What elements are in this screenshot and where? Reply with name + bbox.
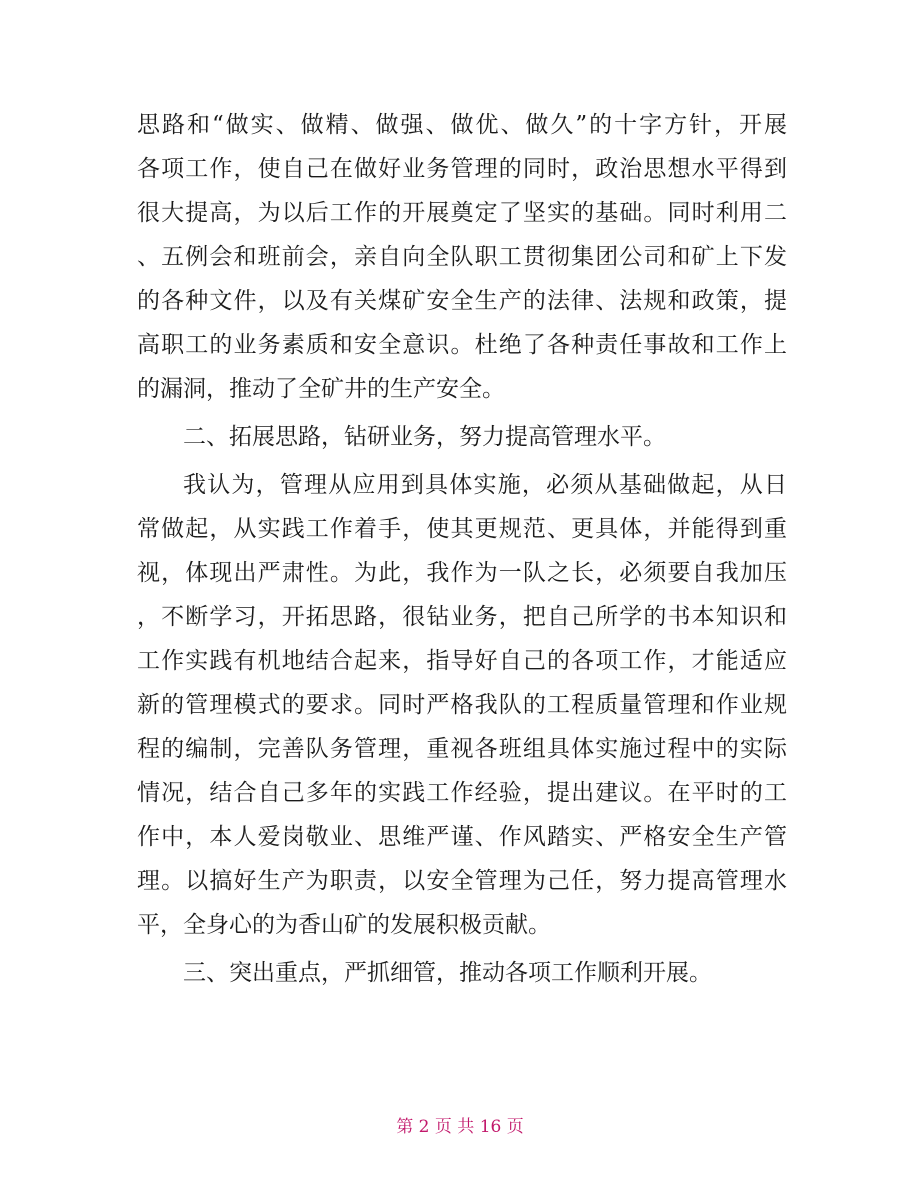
paragraph-line: 新的管理模式的要求。同时严格我队的工程质量管理和作业规 <box>137 692 787 718</box>
paragraph-line: 高职工的业务素质和安全意识。杜绝了各种责任事故和工作上 <box>137 332 787 358</box>
paragraph-line: 工作实践有机地结合起来，指导好自己的各项工作，才能适应 <box>137 648 787 674</box>
paragraph-line: 作中，本人爱岗敬业、思维严谨、作风踏实、严格安全生产管 <box>137 824 787 850</box>
paragraph-line: 很大提高，为以后工作的开展奠定了坚实的基础。同时利用二 <box>137 200 787 226</box>
paragraph-line: 程的编制，完善队务管理，重视各班组具体实施过程中的实际 <box>137 736 787 762</box>
paragraph-line: 的漏洞，推动了全矿井的生产安全。 <box>137 376 505 402</box>
paragraph-line: 我认为，管理从应用到具体实施，必须从基础做起，从日 <box>183 472 787 498</box>
paragraph-line: 的各种文件，以及有关煤矿安全生产的法律、法规和政策，提 <box>137 288 787 314</box>
section-heading-2 <box>137 415 787 459</box>
paragraph-line: 各项工作，使自己在做好业务管理的同时，政治思想水平得到 <box>137 156 787 182</box>
paragraph-line: 平，全身心的为香山矿的发展积极贡献。 <box>137 912 551 938</box>
page-number-footer: 第 2 页 共 16 页 <box>396 1117 524 1137</box>
paragraph-1 <box>137 103 787 411</box>
paragraph-line: ，不断学习，开拓思路，很钻业务，把自己所学的书本知识和 <box>137 604 787 630</box>
paragraph-line: 理。以搞好生产为职责，以安全管理为己任，努力提高管理水 <box>137 868 787 894</box>
paragraph-line: 、五例会和班前会，亲自向全队职工贯彻集团公司和矿上下发 <box>137 244 787 270</box>
paragraph-line: 常做起，从实践工作着手，使其更规范、更具体，并能得到重 <box>137 516 787 542</box>
paragraph-line: 情况，结合自己多年的实践工作经验，提出建议。在平时的工 <box>137 780 787 806</box>
paragraph-line: 思路和“做实、做精、做强、做优、做久”的十字方针，开展 <box>137 112 787 138</box>
document-body <box>137 103 787 995</box>
section-heading: 三、突出重点，严抓细管，推动各项工作顺利开展。 <box>183 960 712 986</box>
paragraph-2 <box>137 463 787 947</box>
paragraph-line: 视，体现出严肃性。为此，我作为一队之长，必须要自我加压 <box>137 560 787 586</box>
section-heading-3 <box>137 951 787 995</box>
section-heading: 二、拓展思路，钻研业务，努力提高管理水平。 <box>183 424 666 450</box>
